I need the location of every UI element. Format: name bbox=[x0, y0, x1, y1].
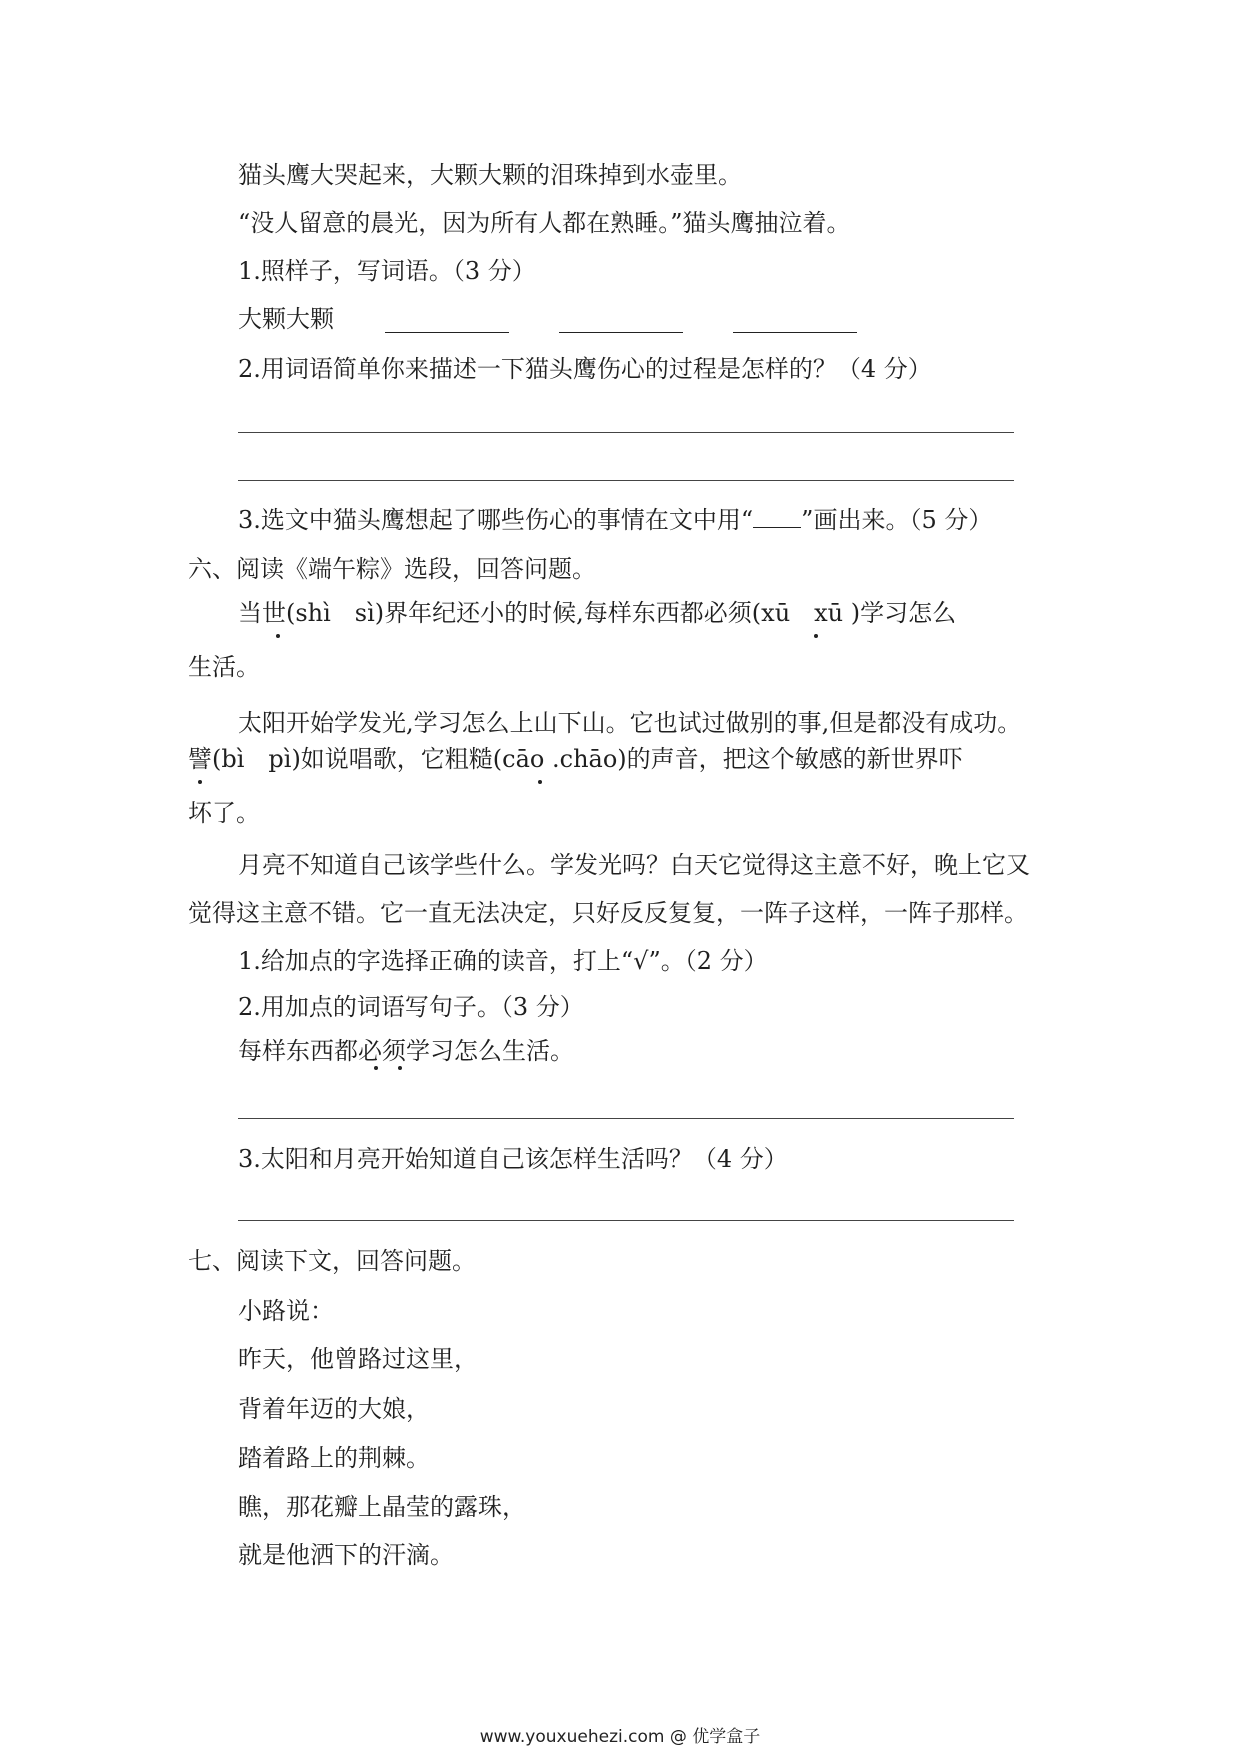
poem-line: 踏着路上的荆棘。 bbox=[238, 1444, 430, 1472]
answer-line[interactable] bbox=[238, 480, 1014, 481]
poem-line: 背着年迈的大娘， bbox=[238, 1395, 430, 1423]
answer-line[interactable] bbox=[238, 1118, 1014, 1119]
emphasis-dot bbox=[374, 1066, 378, 1070]
question-2: 2.用加点的词语写句子。（3 分） bbox=[238, 993, 584, 1021]
passage-line: 譬(bì pì)如说唱歌，它粗糙(cāo .chāo)的声音，把这个敏感的新世界吓 bbox=[188, 745, 963, 773]
answer-line[interactable] bbox=[238, 1220, 1014, 1221]
emphasis-dot bbox=[276, 634, 280, 638]
question-3: 3.太阳和月亮开始知道自己该怎样生活吗？（4 分） bbox=[238, 1145, 788, 1173]
underline-sample bbox=[753, 505, 801, 528]
passage-line: 坏了。 bbox=[188, 799, 260, 827]
question-1: 1.照样子，写词语。（3 分） bbox=[238, 257, 536, 285]
question-2: 2.用词语简单你来描述一下猫头鹰伤心的过程是怎样的？（4 分） bbox=[238, 355, 932, 383]
passage-line: 月亮不知道自己该学些什么。学发光吗？白天它觉得这主意不好，晚上它又 bbox=[238, 851, 1030, 879]
passage-line: 生活。 bbox=[188, 653, 260, 681]
passage-line: 太阳开始学发光,学习怎么上山下山。它也试过做别的事,但是都没有成功。 bbox=[238, 709, 1022, 737]
answer-line[interactable] bbox=[238, 432, 1014, 433]
question-1: 1.给加点的字选择正确的读音，打上“√”。（2 分） bbox=[238, 947, 768, 975]
passage-line: 觉得这主意不错。它一直无法决定，只好反反复复，一阵子这样，一阵子那样。 bbox=[188, 899, 1028, 927]
question-2-example: 每样东西都必须学习怎么生活。 bbox=[238, 1037, 574, 1065]
question-3 bbox=[238, 503, 992, 537]
question-3-text-end: ”画出来。（5 分） bbox=[801, 506, 993, 534]
emphasis-dot bbox=[814, 634, 818, 638]
poem-line: 就是他洒下的汗滴。 bbox=[238, 1541, 454, 1569]
poem-line: 昨天，他曾路过这里， bbox=[238, 1345, 478, 1373]
poem-line: 瞧，那花瓣上晶莹的露珠， bbox=[238, 1493, 526, 1521]
emphasis-dot bbox=[538, 780, 542, 784]
section-7-heading: 七、阅读下文，回答问题。 bbox=[188, 1247, 476, 1275]
passage-line: “没人留意的晨光，因为所有人都在熟睡。”猫头鹰抽泣着。 bbox=[238, 209, 851, 237]
passage-line: 当世(shì sì)界年纪还小的时候,每样东西都必须(xū xū )学习怎么 bbox=[238, 599, 957, 627]
answer-blank[interactable] bbox=[733, 308, 857, 333]
section-6-heading: 六、阅读《端午粽》选段，回答问题。 bbox=[188, 555, 596, 583]
emphasis-dot bbox=[198, 780, 202, 784]
footer-watermark: www.youxuehezi.com @ 优学盒子 bbox=[479, 1727, 761, 1747]
question-1-example-row bbox=[238, 302, 907, 336]
example-word: 大颗大颗 bbox=[238, 305, 334, 333]
poem-line: 小路说： bbox=[238, 1297, 334, 1325]
question-3-text: 3.选文中猫头鹰想起了哪些伤心的事情在文中用“ bbox=[238, 506, 754, 534]
answer-blank[interactable] bbox=[559, 308, 683, 333]
emphasis-dot bbox=[398, 1066, 402, 1070]
answer-blank[interactable] bbox=[385, 308, 509, 333]
passage-line: 猫头鹰大哭起来，大颗大颗的泪珠掉到水壶里。 bbox=[238, 161, 742, 189]
